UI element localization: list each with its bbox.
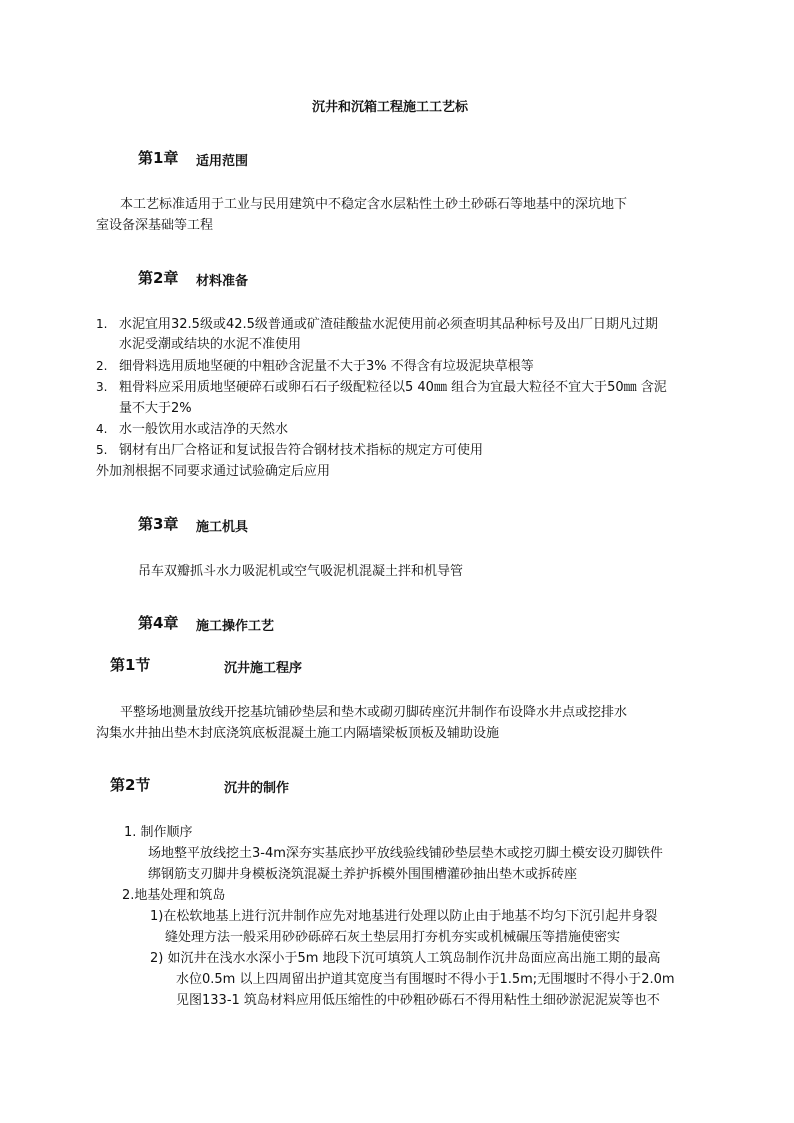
subsection-text-line: 2) 如沉井在浅水水深小于5m 地段下沉可填筑人工筑岛制作沉井岛面应高出施工期的最高 <box>150 951 661 966</box>
list-item-text: 水泥受潮或结块的水泥不准使用 <box>119 337 302 352</box>
section-1-text-line: 沟集水井抽出垫木封底浇筑底板混凝土施工内隔墙梁板顶板及辅助设施 <box>96 726 500 741</box>
subsection-heading: 1. 制作顺序 <box>124 825 193 840</box>
document-title: 沉井和沉箱工程施工工艺标 <box>312 100 469 115</box>
chapter-4-title: 施工操作工艺 <box>196 619 275 634</box>
list-item-number: 2. <box>96 359 108 373</box>
chapter-3-text: 吊车双瓣抓斗水力吸泥机或空气吸泥机混凝土拌和机导管 <box>138 564 464 579</box>
chapter-2-title: 材料准备 <box>196 274 249 289</box>
chapter-1-text-line: 室设备深基础等工程 <box>96 218 214 233</box>
additive-note: 外加剂根据不同要求通过试验确定后应用 <box>96 464 331 479</box>
list-item-number: 3. <box>96 380 108 394</box>
list-item-text: 水一般饮用水或洁净的天然水 <box>119 422 289 437</box>
section-1-title: 沉井施工程序 <box>224 661 303 676</box>
list-item-number: 5. <box>96 443 108 457</box>
subsection-text-line: 绑钢筋支刃脚井身模板浇筑混凝土养护拆模外围围槽灌砂抽出垫木或拆砖座 <box>148 867 578 882</box>
chapter-4-number: 第4章 <box>138 614 179 632</box>
subsection-text-line: 见图133-1 筑岛材料应用低压缩性的中砂粗砂砾石不得用粘性土细砂淤泥泥炭等也不 <box>176 993 660 1008</box>
list-item-text: 水泥宜用32.5级或42.5级普通或矿渣硅酸盐水泥使用前必须查明其品种标号及出厂日期凡过期 <box>119 317 658 332</box>
section-2-title: 沉井的制作 <box>224 781 290 796</box>
section-2-number: 第2节 <box>110 776 151 794</box>
section-1-number: 第1节 <box>110 656 151 674</box>
list-item-text: 细骨料选用质地坚硬的中粗砂含泥量不大于3% 不得含有垃圾泥块草根等 <box>119 359 534 374</box>
subsection-heading: 2.地基处理和筑岛 <box>122 888 226 903</box>
list-item-text: 钢材有出厂合格证和复试报告符合钢材技术指标的规定方可使用 <box>119 443 484 458</box>
chapter-3-title: 施工机具 <box>196 520 249 535</box>
subsection-text-line: 1)在松软地基上进行沉井制作应先对地基进行处理以防止由于地基不均匀下沉引起井身裂 <box>150 909 658 924</box>
section-1-text-line: 平整场地测量放线开挖基坑铺砂垫层和垫木或砌刃脚砖座沉井制作布设降水井点或挖排水 <box>120 705 628 720</box>
chapter-1-title: 适用范围 <box>196 154 249 169</box>
list-item-number: 1. <box>96 317 108 331</box>
chapter-1-text-line: 本工艺标准适用于工业与民用建筑中不稳定含水层粘性土砂土砂砾石等地基中的深坑地下 <box>120 197 628 212</box>
subsection-text-line: 场地整平放线挖土3-4m深夯实基底抄平放线验线铺砂垫层垫木或挖刃脚土模安设刃脚铁件 <box>148 846 663 861</box>
chapter-1-number: 第1章 <box>138 149 179 167</box>
list-item-text: 量不大于2% <box>119 401 192 416</box>
subsection-text-line: 水位0.5m 以上四周留出护道其宽度当有围堰时不得小于1.5m;无围堰时不得小于2.0m <box>176 972 675 987</box>
subsection-text-line: 缝处理方法一般采用砂砂砾碎石灰土垫层用打夯机夯实或机械碾压等措施使密实 <box>165 930 621 945</box>
list-item-text: 粗骨料应采用质地坚硬碎石或卵石石子级配粒径以5 40㎜ 组合为宜最大粒径不宜大于50㎜ 含泥 <box>119 380 667 395</box>
chapter-3-number: 第3章 <box>138 515 179 533</box>
list-item-number: 4. <box>96 422 108 436</box>
chapter-2-number: 第2章 <box>138 269 179 287</box>
